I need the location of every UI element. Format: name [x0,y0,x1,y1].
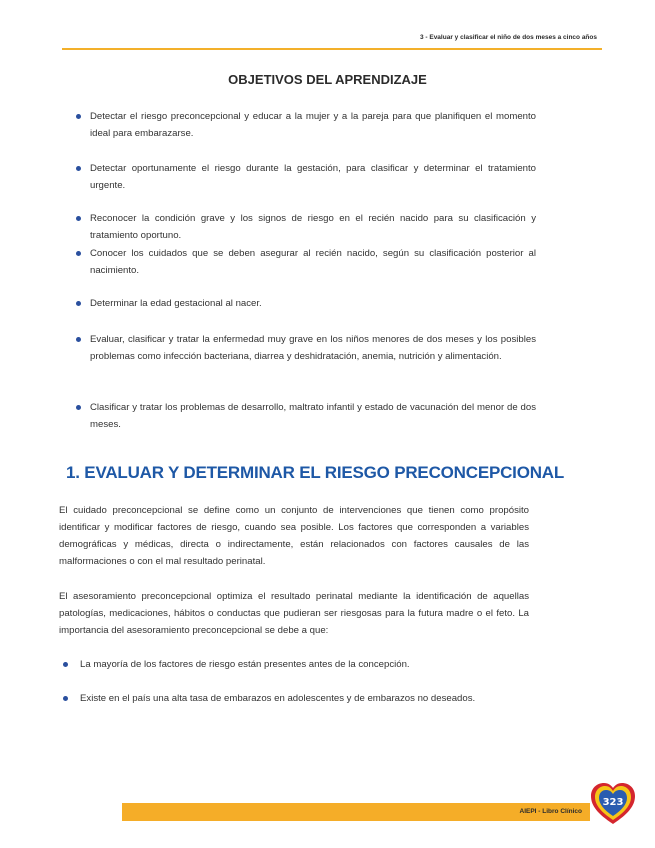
objectives-title: OBJETIVOS DEL APRENDIZAJE [228,72,427,87]
objective-text: Detectar el riesgo preconcepcional y educar a la mujer y a la pareja para que planifiquen el momento ideal para embarazarse. [90,111,536,139]
page-number: 323 [602,797,624,808]
objective-text: Evaluar, clasificar y tratar la enfermedad muy grave en los niños menores de dos meses y los posibles problemas como infección bacteriana, diarrea y deshidratación, anemia, nutrición y alimentación. [90,334,536,362]
objective-item [66,331,536,365]
bullet-dot-icon [76,337,81,342]
bullet-dot-icon [76,166,81,171]
bullet-dot-icon [63,696,68,701]
bullet-dot-icon [76,301,81,306]
section-bullet-item [59,656,529,673]
bullet-dot-icon [76,251,81,256]
bullet-dot-icon [76,405,81,410]
objective-text: Detectar oportunamente el riesgo durante la gestación, para clasificar y determinar el tratamiento urgente. [90,163,536,191]
bullet-dot-icon [76,216,81,221]
objective-item [66,210,536,244]
bullet-dot-icon [76,114,81,119]
running-header: 3 - Evaluar y clasificar el niño de dos meses a cinco años [419,34,597,41]
section-bullet-item [59,690,529,707]
bullet-text: La mayoría de los factores de riesgo están presentes antes de la concepción. [80,659,410,670]
objective-text: Conocer los cuidados que se deben asegurar al recién nacido, según su clasificación posterior al nacimiento. [90,248,536,276]
section-paragraph: El asesoramiento preconcepcional optimiza el resultado perinatal mediante la identificación de aquellas patologías, medicaciones, hábitos o conductas que pudieran ser riesgosas para la futura madre o el feto. La importancia del asesoramiento preconcepcional se debe a que: [59,591,529,636]
bullet-dot-icon [63,662,68,667]
aiepi-heart-logo [588,778,638,828]
objective-text: Clasificar y tratar los problemas de desarrollo, maltrato infantil y estado de vacunación del menor de dos meses. [90,402,536,430]
footer-book-title: AIEPI - Libro Clínico [519,808,582,815]
objective-text: Reconocer la condición grave y los signos de riesgo en el recién nacido para su clasificación y tratamiento oportuno. [90,213,536,241]
bullet-text: Existe en el país una alta tasa de embarazos en adolescentes y de embarazos no deseados. [80,693,476,704]
footer-bar [122,803,590,821]
objective-text: Determinar la edad gestacional al nacer. [90,298,262,309]
objective-item [66,108,536,142]
section-title: 1. EVALUAR Y DETERMINAR EL RIESGO PRECONCEPCIONAL [66,463,565,482]
section-paragraph: El cuidado preconcepcional se define como un conjunto de intervenciones que tienen como propósito identificar y modificar factores de riesgo, cuando sea posible. Los factores que corresponden a variables demográficas y médicas, directa o indirectamente, están relacionados con factores causales de las malformaciones o con el mal resultado perinatal. [59,505,529,567]
objective-item [66,399,536,433]
header-rule [62,48,602,50]
objective-item [66,160,536,194]
objective-item [66,295,536,312]
objective-item [66,245,536,279]
heart-icon [588,778,638,828]
